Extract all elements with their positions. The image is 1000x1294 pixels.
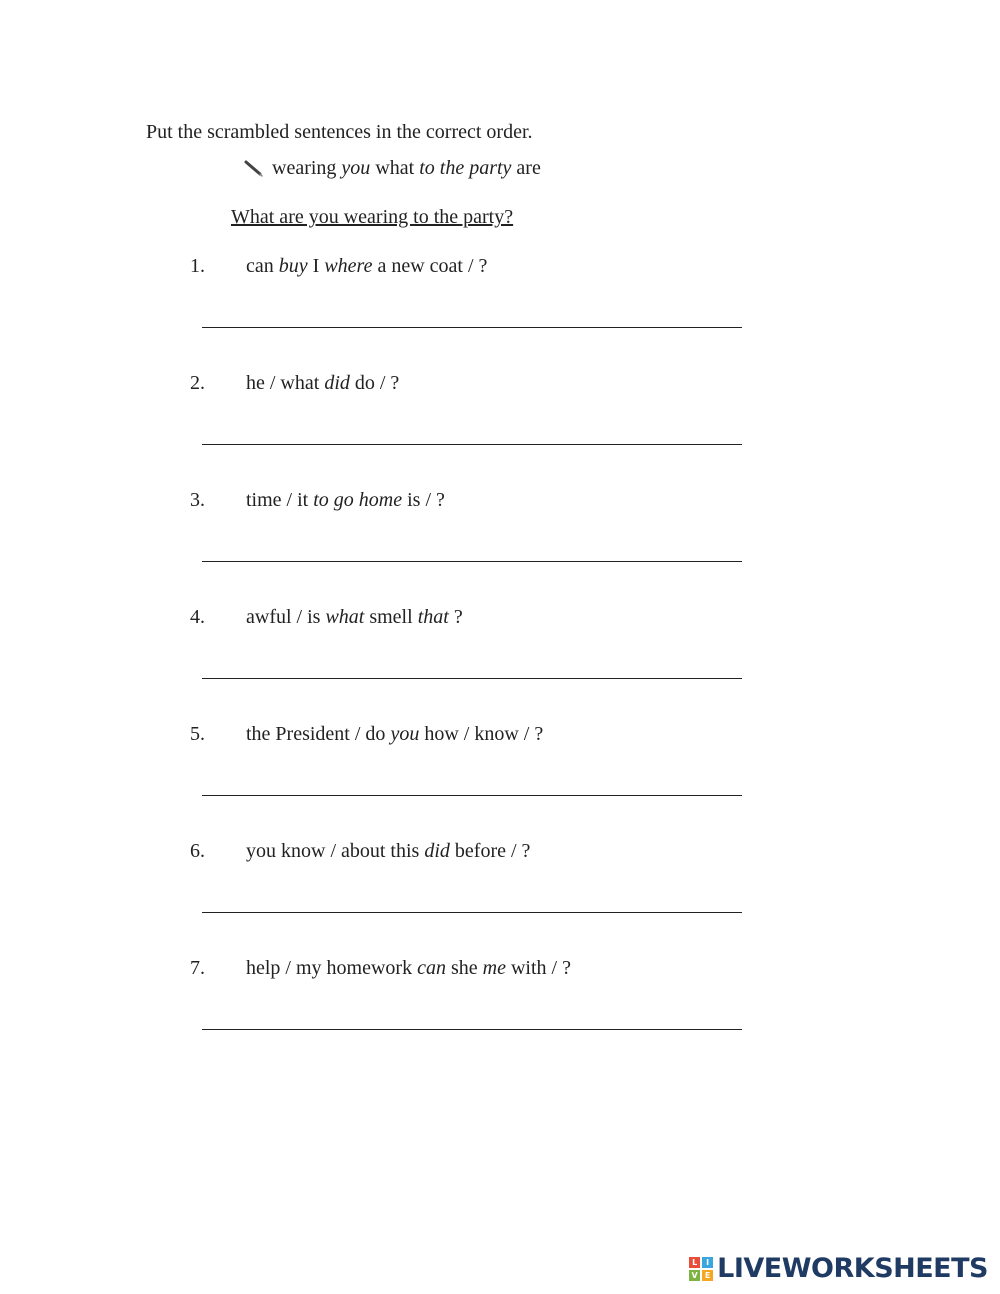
scrambled-word: before / ? [449, 840, 531, 862]
exercise-item [0, 255, 1000, 365]
answer-input[interactable] [202, 307, 742, 328]
answer-input[interactable] [202, 1009, 742, 1030]
scrambled-word: awful / is [246, 606, 326, 628]
exercise-item [0, 372, 1000, 482]
scrambled-word: is / ? [402, 489, 445, 511]
scrambled-sentence [246, 372, 399, 395]
scrambled-sentence [246, 957, 571, 980]
answer-input[interactable] [202, 658, 742, 679]
exercise-number: 2. [190, 372, 205, 394]
example-word: you [341, 157, 371, 179]
brand-mark-icon [689, 1257, 713, 1281]
scrambled-word: ? [448, 606, 463, 628]
scrambled-word: can [417, 957, 446, 979]
scrambled-sentence [246, 723, 543, 746]
exercise-number: 1. [190, 255, 205, 277]
scrambled-word: that [417, 606, 449, 628]
scrambled-word: she [445, 957, 483, 979]
example-word: what [370, 157, 420, 179]
instruction-text: Put the scrambled sentences in the correct order. [146, 121, 533, 143]
scrambled-word: did [324, 372, 350, 394]
exercise-item [0, 606, 1000, 716]
answer-input[interactable] [202, 424, 742, 445]
scrambled-word: the President / do [246, 723, 391, 745]
exercise-item [0, 957, 1000, 1067]
example-word: are [511, 157, 541, 179]
exercise-item [0, 840, 1000, 950]
scrambled-word: he / what [246, 372, 325, 394]
scrambled-word: did [424, 840, 450, 862]
exercise-item [0, 723, 1000, 833]
brand-mark-tile: E [702, 1270, 713, 1281]
exercise-item [0, 489, 1000, 599]
exercise-number: 5. [190, 723, 205, 745]
scrambled-word: where [324, 255, 373, 277]
scrambled-word: smell [364, 606, 418, 628]
scrambled-word: I [307, 255, 325, 277]
scrambled-sentence [246, 489, 445, 512]
exercise-number: 7. [190, 957, 205, 979]
brand-mark-tile: L [689, 1257, 700, 1268]
example-answer: What are you wearing to the party? [231, 206, 514, 228]
brand-mark-tile: V [689, 1270, 700, 1281]
scrambled-word: how / know / ? [419, 723, 544, 745]
scrambled-word: a new coat / ? [372, 255, 488, 277]
scrambled-word: you know / about this [246, 840, 425, 862]
scrambled-word: do / ? [349, 372, 400, 394]
scrambled-word: you [390, 723, 420, 745]
scrambled-word: what [325, 606, 365, 628]
example-word: to the party [419, 157, 512, 179]
example-scrambled [244, 157, 541, 180]
brand-logo [689, 1253, 988, 1284]
exercise-number: 3. [190, 489, 205, 511]
example-scrambled-text [272, 157, 541, 180]
scrambled-word: can [246, 255, 279, 277]
scrambled-word: me [482, 957, 506, 979]
scrambled-sentence [246, 606, 463, 629]
scrambled-word: with / ? [505, 957, 571, 979]
scrambled-sentence [246, 255, 487, 278]
answer-input[interactable] [202, 892, 742, 913]
answer-input[interactable] [202, 541, 742, 562]
scrambled-sentence [246, 840, 530, 863]
exercise-number: 6. [190, 840, 205, 862]
scrambled-word: buy [278, 255, 308, 277]
brand-mark-tile: I [702, 1257, 713, 1268]
scrambled-word: time / it [246, 489, 314, 511]
scrambled-word: help / my homework [246, 957, 418, 979]
example-word: wearing [272, 157, 342, 179]
scrambled-word: to go home [313, 489, 403, 511]
brand-text: LIVEWORKSHEETS [717, 1253, 988, 1284]
exercise-number: 4. [190, 606, 205, 628]
pen-icon [244, 159, 264, 179]
answer-input[interactable] [202, 775, 742, 796]
